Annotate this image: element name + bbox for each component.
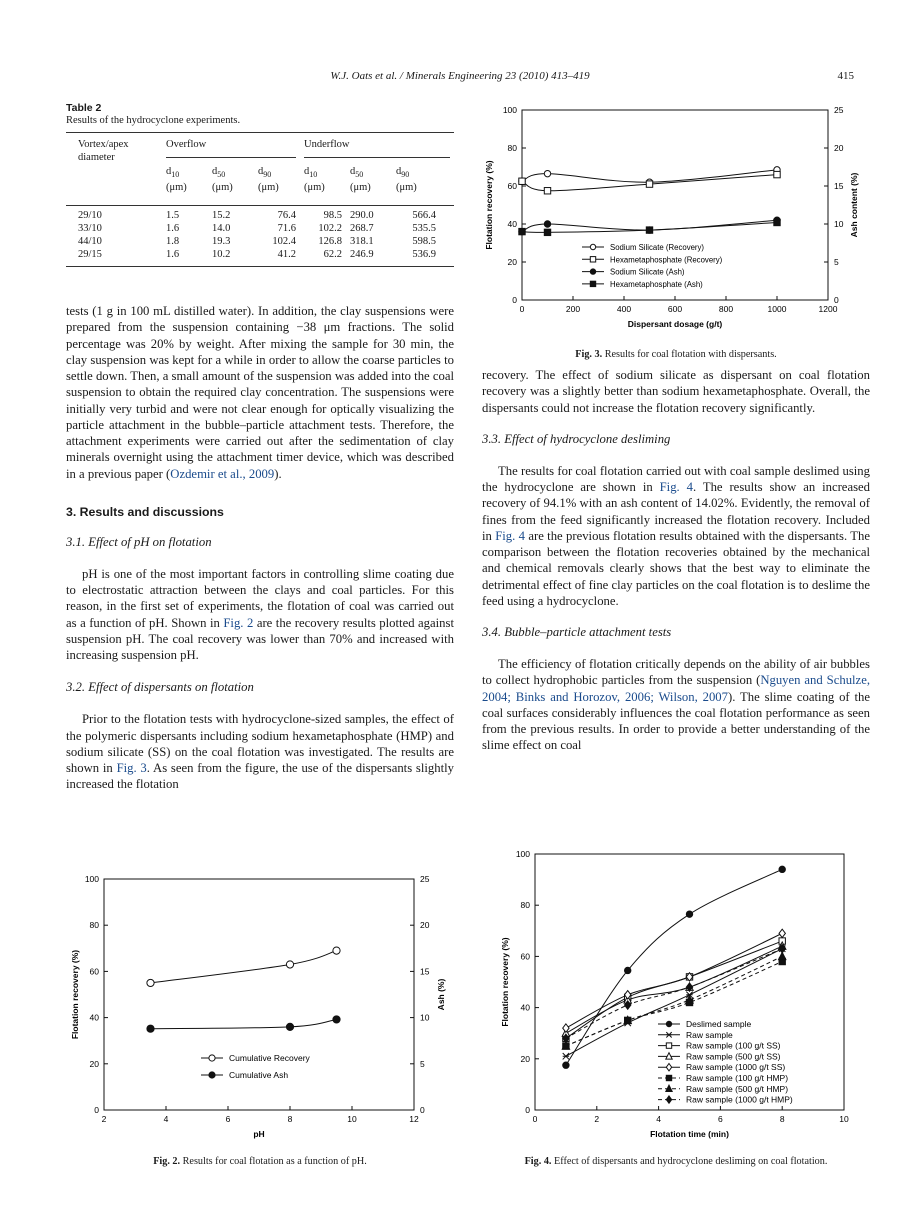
y-tick-label: 40: [520, 1002, 530, 1013]
table-subheader: $d_{10}$ (μm): [304, 166, 325, 194]
citation-link[interactable]: Ozdemir et al., 2009: [170, 466, 275, 481]
legend-label: Raw sample (1000 g/t HMP): [686, 1094, 793, 1105]
table-row: [66, 248, 454, 261]
x-tick-label: 200: [565, 304, 581, 314]
data-point: [646, 227, 652, 233]
data-point: [625, 967, 631, 973]
right-column-text: [482, 367, 870, 754]
y-axis-label: Flotation recovery (%): [70, 949, 80, 1040]
legend-label: Raw sample (100 g/t HMP): [686, 1073, 789, 1083]
y2-tick-label: 10: [420, 1012, 430, 1023]
fig3-chart: [482, 100, 882, 340]
legend: [658, 1019, 793, 1105]
subsection-heading: 3.4. Bubble–particle attachment tests: [482, 625, 672, 639]
fig2-chart: [66, 868, 454, 1148]
fig3-caption: Fig. 3. Results for coal flotation with dispersants.: [575, 349, 777, 360]
table-cell: 102.2: [318, 223, 342, 234]
table-cell: 566.4: [412, 210, 436, 221]
data-point: [779, 866, 785, 872]
legend-label: Sodium Silicate (Recovery): [610, 243, 705, 252]
data-point: [286, 961, 293, 968]
legend: [201, 1053, 311, 1080]
table-cell: 19.3: [212, 236, 231, 247]
series: [147, 1016, 340, 1032]
table-cell: 41.2: [277, 249, 296, 260]
x-tick-label: 8: [779, 1114, 785, 1124]
legend-label: Hexametaphosphate (Ash): [610, 279, 703, 289]
series-line: [566, 869, 782, 1065]
table-cell: 44/10: [78, 236, 102, 247]
figure-link[interactable]: Fig. 4: [495, 528, 525, 543]
y-tick-label: 0: [525, 1105, 530, 1115]
series: [519, 219, 780, 235]
legend-label: Raw sample (500 g/t SS): [686, 1051, 781, 1062]
series: [147, 947, 340, 987]
subsection-heading: 3.2. Effect of dispersants on flotation: [66, 680, 254, 695]
y2-tick-label: 0: [420, 1105, 425, 1115]
x-tick-label: 2: [594, 1114, 600, 1124]
table-cell: 98.5: [323, 210, 342, 221]
y-tick-label: 0: [94, 1105, 99, 1115]
x-tick-label: 4: [163, 1114, 169, 1124]
paragraph: recovery. The effect of sodium silicate as dispersant on coal flotation recovery was a slightly better than sodium hexametaphosphate. Overall, the dispersants could not increase the flotation recovery significantly.: [482, 368, 870, 415]
table-cell: 598.5: [412, 236, 436, 247]
series-line: [566, 956, 782, 1046]
table-2: [66, 102, 454, 267]
data-point: [544, 229, 550, 235]
y-tick-label: 100: [515, 849, 530, 859]
table-body: [66, 133, 454, 261]
x-axis-label: Dispersant dosage (g/t): [627, 319, 723, 329]
section-heading: 3. Results and discussions: [66, 504, 224, 519]
data-point: [666, 1032, 671, 1037]
legend-label: Raw sample (500 g/t HMP): [686, 1083, 789, 1094]
fig4-chart: [482, 843, 870, 1148]
legend-label: Raw sample: [686, 1029, 733, 1040]
x-axis-label: pH: [253, 1129, 265, 1139]
fig2-caption: Fig. 2. Results for coal flotation as a function of pH.: [153, 1156, 367, 1167]
data-point: [563, 1053, 569, 1059]
table-cell: 29/10: [78, 210, 102, 221]
data-point: [666, 1064, 671, 1071]
table-cell: 14.0: [212, 223, 231, 234]
y2-tick-label: 25: [420, 874, 430, 884]
legend-label: Cumulative Recovery: [229, 1053, 310, 1063]
y2-tick-label: 25: [834, 105, 844, 115]
y2-tick-label: 15: [834, 181, 844, 191]
y-tick-label: 40: [89, 1012, 99, 1023]
y2-tick-label: 5: [834, 257, 839, 267]
x-tick-label: 10: [839, 1114, 849, 1124]
table-cell: 1.5: [166, 210, 180, 221]
table-cell: 246.9: [350, 249, 374, 260]
table-row: [66, 222, 454, 235]
data-point: [590, 244, 595, 249]
col-overflow: Overflow: [166, 138, 296, 158]
table-subheader: $d_{90}$ (μm): [396, 166, 417, 194]
table-row: [66, 209, 454, 222]
data-point: [333, 1016, 340, 1023]
data-point: [590, 269, 595, 274]
y-tick-label: 20: [89, 1058, 99, 1069]
table-cell: 62.2: [323, 249, 342, 260]
y2-tick-label: 5: [420, 1058, 425, 1069]
table-cell: 76.4: [277, 210, 296, 221]
subsection-heading: 3.3. Effect of hydrocyclone desliming: [482, 431, 671, 446]
x-tick-label: 6: [225, 1114, 231, 1124]
page-header: [0, 70, 920, 86]
series: [563, 866, 786, 1068]
citation-link[interactable]: Nguyen and Schulze, 2004; Binks and Horozov, 2006; Wilson, 2007: [482, 673, 870, 704]
table-cell: 1.8: [166, 236, 180, 247]
col-vortex: Vortex/apex diameter: [78, 139, 129, 163]
data-point: [544, 188, 550, 194]
data-point: [666, 1043, 671, 1048]
data-point: [590, 257, 595, 262]
y2-axis-label: Ash (%): [436, 978, 446, 1011]
data-point: [646, 181, 652, 187]
data-point: [209, 1072, 215, 1078]
legend: [582, 243, 723, 289]
running-head: W.J. Oats et al. / Minerals Engineering 23 (2010) 413–419: [330, 70, 590, 82]
y-tick-label: 80: [507, 143, 517, 153]
table-label: Table 2: [66, 102, 102, 114]
data-point: [147, 979, 154, 986]
y-tick-label: 60: [520, 951, 530, 962]
data-point: [544, 170, 550, 176]
paragraph: Prior to the flotation tests with hydrocyclone-sized samples, the effect of the polymeric dispersants including sodium hexametaphosphate (HMP) and sodium silicate (SS) on the coal flotation was investigated. The results are shown in Fig. 3. As seen from the figure, the use of the dispersants slightly increased the flotation: [66, 712, 454, 792]
x-tick-label: 0: [519, 304, 525, 314]
x-tick-label: 6: [718, 1114, 723, 1124]
y-tick-label: 20: [507, 257, 517, 267]
data-point: [333, 947, 340, 954]
table-cell: 1.6: [166, 223, 180, 234]
table-subheader: $d_{50}$ (μm): [212, 166, 233, 194]
paragraph: The results for coal flotation carried out with coal sample deslimed using the hydrocyclone are shown in Fig. 4. The results show an increased recovery of 94.1% with an ash content of 14.02%. Evidently, the removal of fines from the feed significantly increased the flotation recovery. Included in Fig. 4 are the previous flotation results obtained with the dispersants. The comparison between the flotation recoveries obtained by the mechanical and chemical removals clearly shows that the best way to eliminate the detrimental effect of fine clay particles on the coal flotation is to deslime the feed using a hydrocyclone.: [482, 463, 870, 608]
series-line: [151, 1019, 337, 1028]
legend-label: Raw sample (1000 g/t SS): [686, 1062, 786, 1073]
data-point: [774, 219, 780, 225]
y-tick-label: 0: [512, 295, 517, 305]
data-point: [286, 1023, 293, 1030]
table-cell: 535.5: [412, 223, 436, 234]
page-number: 415: [837, 70, 854, 82]
x-tick-label: 12: [409, 1114, 419, 1124]
y-tick-label: 100: [502, 105, 517, 115]
table-cell: 318.1: [350, 236, 374, 247]
legend-label: Sodium Silicate (Ash): [610, 267, 685, 277]
data-point: [779, 929, 785, 937]
data-point: [519, 178, 525, 184]
x-tick-label: 800: [718, 304, 734, 314]
y2-tick-label: 20: [420, 920, 430, 931]
table-cell: 290.0: [350, 210, 374, 221]
y2-tick-label: 0: [834, 295, 839, 305]
table-subheader: $d_{50}$ (μm): [350, 166, 371, 194]
figure-link[interactable]: Fig. 4: [659, 480, 693, 494]
left-column-text: [66, 303, 454, 793]
fig4-caption: Fig. 4. Effect of dispersants and hydrocyclone desliming on coal flotation.: [524, 1156, 828, 1167]
paragraph: pH is one of the most important factors in controlling slime coating due to electrostatic attraction between the clays and coal particles. For this reason, in the first set of experiments, the flotation of coal was carried out as a function of pH. Shown in Fig. 2 are the recovery results plotted against suspension pH. The coal recovery was lower than 70% and increased with increasing suspension pH.: [66, 566, 454, 662]
legend-label: Raw sample (100 g/t SS): [686, 1040, 781, 1051]
legend-label: Hexametaphosphate (Recovery): [610, 255, 723, 265]
y-tick-label: 20: [520, 1053, 530, 1064]
x-tick-label: 4: [656, 1114, 661, 1124]
paragraph: The efficiency of flotation critically depends on the ability of air bubbles to collect hydrophobic particles from the suspension (Nguyen and Schulze, 2004; Binks and Horozov, 2006; Wilson, 2007). The slime coating of the coal surfaces considerably influences the coal flotation performance as seen from the previous results. In order to provide a better understanding of the slime effect on coal: [482, 657, 871, 753]
y-tick-label: 60: [507, 181, 517, 191]
data-point: [686, 911, 692, 917]
y2-tick-label: 15: [420, 966, 430, 977]
y-tick-label: 80: [520, 900, 530, 911]
x-tick-label: 400: [616, 304, 632, 314]
y-axis-label: Flotation recovery (%): [484, 160, 494, 250]
table-subheader: $d_{90}$ (μm): [258, 166, 279, 194]
table-cell: 15.2: [212, 210, 231, 221]
series-line: [151, 951, 337, 983]
y-axis-label: Flotation recovery (%): [500, 937, 510, 1027]
x-tick-label: 0: [532, 1114, 538, 1124]
data-point: [666, 1021, 671, 1026]
paragraph: tests (1 g in 100 mL distilled water). In addition, the clay suspensions were prepared from the suspension containing −38 μm fractions. The solid percentage was 20% by weight. After mixing the sample for 30 min, the clay suspension was kept for a while in order to allow the coarse particles to settle down. Then, a small amount of the suspension was added into the coal suspension to obtain the required clay concentration. The suspensions were initially very turbid and were not clear enough for optically visualizing the particle attachment in the bubble–particle attachment tests. Therefore, the attachment experiments were carried out after the sedimentation of clay minerals overnight using the attachment timer device, which was described in a previous paper (Ozdemir et al., 2009).: [66, 304, 454, 481]
data-point: [519, 228, 525, 234]
x-tick-label: 1000: [767, 304, 787, 314]
series-line: [566, 962, 782, 1046]
table-cell: 268.7: [350, 223, 374, 234]
table-subheader: $d_{10}$ (μm): [166, 166, 187, 194]
series: [562, 942, 786, 1036]
table-cell: 29/15: [78, 249, 102, 260]
table-cell: 33/10: [78, 223, 102, 234]
y2-axis-label: Ash content (%): [849, 172, 859, 238]
figure-link[interactable]: Fig. 3: [116, 761, 147, 775]
y-tick-label: 40: [507, 219, 517, 229]
y-tick-label: 60: [89, 966, 99, 977]
x-tick-label: 10: [347, 1114, 357, 1124]
data-point: [147, 1025, 154, 1032]
series: [563, 938, 786, 1042]
legend-label: Cumulative Ash: [229, 1070, 289, 1080]
x-tick-label: 600: [667, 304, 683, 314]
data-point: [563, 1024, 569, 1032]
data-point: [590, 281, 595, 286]
series: [563, 958, 786, 1049]
y-tick-label: 100: [84, 874, 99, 884]
data-point: [666, 1096, 671, 1103]
x-tick-label: 2: [101, 1114, 107, 1124]
table-caption: Results of the hydrocyclone experiments.: [66, 115, 241, 126]
figure-link[interactable]: Fig. 2: [223, 615, 254, 630]
x-axis-label: Flotation time (min): [650, 1129, 729, 1139]
data-point: [666, 1053, 672, 1059]
table-cell: 71.6: [277, 223, 296, 234]
subsection-heading: 3.1. Effect of pH on flotation: [66, 534, 212, 549]
table-cell: 1.6: [166, 249, 180, 260]
data-point: [774, 171, 780, 177]
col-underflow: Underflow: [304, 138, 450, 158]
data-point: [666, 1075, 671, 1080]
x-tick-label: 8: [287, 1114, 293, 1124]
series: [563, 945, 786, 1043]
table-cell: 536.9: [412, 249, 436, 260]
table-cell: 10.2: [212, 249, 231, 260]
y2-tick-label: 10: [834, 219, 844, 229]
data-point: [544, 221, 550, 227]
data-point: [209, 1055, 215, 1061]
table-cell: 126.8: [318, 236, 342, 247]
y2-tick-label: 20: [834, 143, 844, 153]
legend-label: Deslimed sample: [686, 1019, 752, 1029]
table-cell: 102.4: [272, 236, 296, 247]
x-tick-label: 1200: [818, 304, 838, 314]
data-point: [563, 1062, 569, 1068]
y-tick-label: 80: [89, 920, 99, 931]
table-row: [66, 235, 454, 248]
